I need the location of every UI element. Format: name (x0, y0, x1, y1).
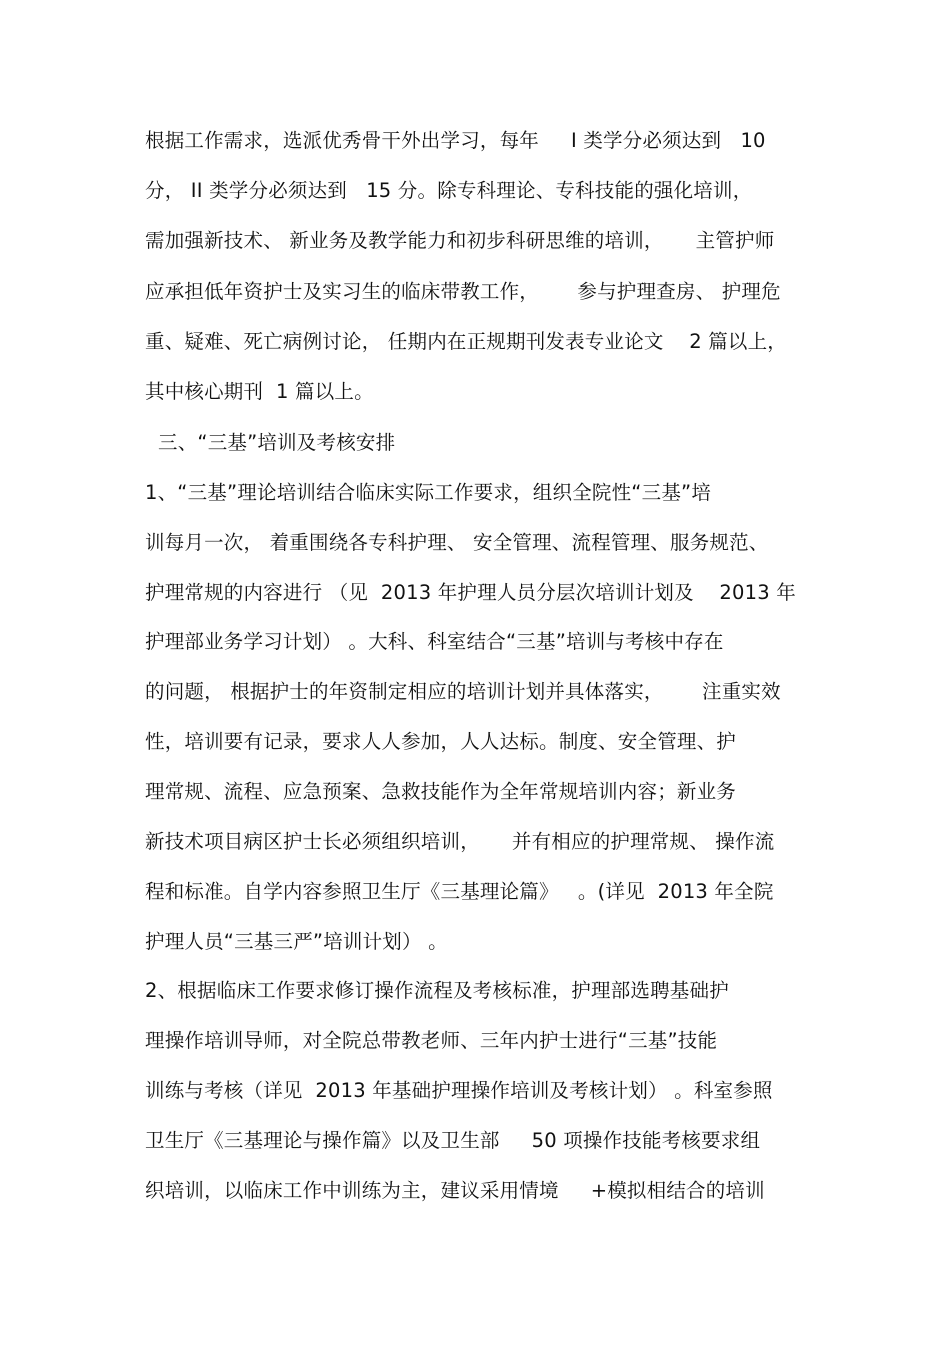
paragraph-line: 需加强新技术、 新业务及教学能力和初步科研思维的培训， 主管护师 (145, 229, 775, 252)
paragraph-line: 训每月一次， 着重围绕各专科护理、 安全管理、流程管理、服务规范、 (145, 531, 769, 554)
paragraph-line: 1、“三基”理论培训结合临床实际工作要求，组织全院性“三基”培 (145, 481, 712, 504)
paragraph-line: 护理人员“三基三严”培训计划） 。 (145, 930, 448, 953)
paragraph-line: 织培训，以临床工作中训练为主，建议采用情境 +模拟相结合的培训 (145, 1179, 765, 1202)
paragraph-line: 训练与考核（详见 2013 年基础护理操作培训及考核计划） 。科室参照 (145, 1079, 773, 1102)
paragraph-line: 应承担低年资护士及实习生的临床带教工作， 参与护理查房、 护理危 (145, 280, 781, 303)
paragraph-line: 2、根据临床工作要求修订操作流程及考核标准，护理部选聘基础护 (145, 979, 729, 1002)
paragraph-line: 理操作培训导师，对全院总带教老师、三年内护士进行“三基”技能 (145, 1029, 718, 1052)
paragraph-line: 程和标准。自学内容参照卫生厅《三基理论篇》 。(详见 2013 年全院 (145, 880, 774, 903)
paragraph-line: 其中核心期刊 1 篇以上。 (145, 380, 374, 403)
paragraph-line: 卫生厅《三基理论与操作篇》以及卫生部 50 项操作技能考核要求组 (145, 1129, 761, 1152)
paragraph-line: 性，培训要有记录，要求人人参加，人人达标。制度、安全管理、护 (145, 730, 737, 753)
paragraph-line: 护理部业务学习计划） 。大科、科室结合“三基”培训与考核中存在 (145, 630, 724, 653)
paragraph-line: 新技术项目病区护士长必须组织培训， 并有相应的护理常规、 操作流 (145, 830, 775, 853)
paragraph-line: 的问题， 根据护士的年资制定相应的培训计划并具体落实， 注重实效 (145, 680, 781, 703)
section-heading: 三、“三基”培训及考核安排 (158, 431, 396, 454)
paragraph-line: 分， II 类学分必须达到 15 分。除专科理论、专科技能的强化培训， (145, 179, 753, 202)
paragraph-line: 根据工作需求，选派优秀骨干外出学习，每年 I 类学分必须达到 10 (145, 129, 766, 152)
paragraph-line: 重、疑难、死亡病例讨论， 任期内在正规期刊发表专业论文 2 篇以上， (145, 330, 787, 353)
paragraph-line: 护理常规的内容进行 （见 2013 年护理人员分层次培训计划及 2013 年 (145, 581, 796, 604)
paragraph-line: 理常规、流程、应急预案、急救技能作为全年常规培训内容；新业务 (145, 780, 737, 803)
